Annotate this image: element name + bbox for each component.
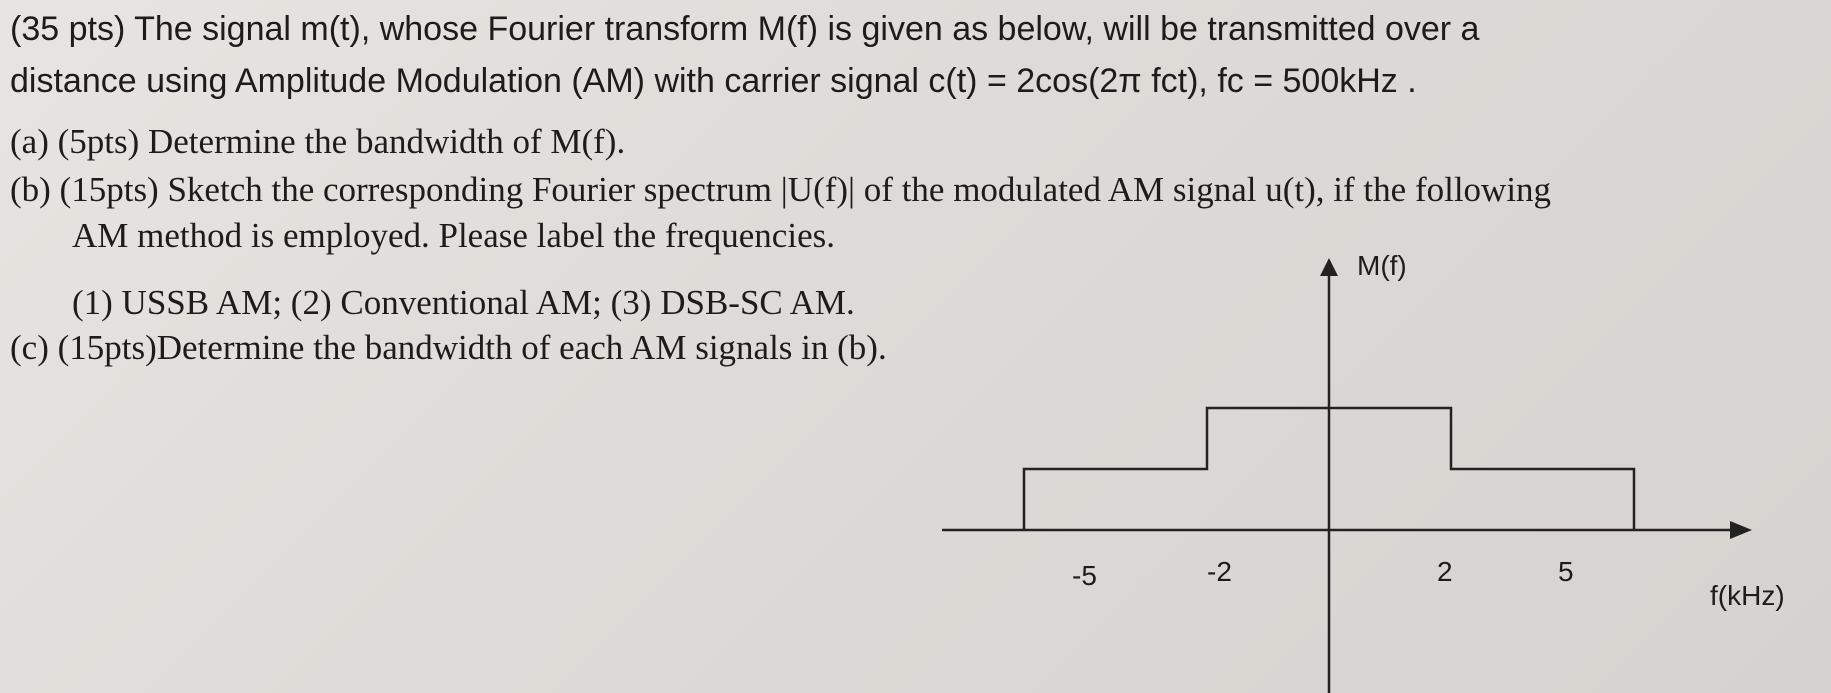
x-axis-arrow: [1730, 521, 1752, 539]
part-b-methods: (1) USSB AM; (2) Conventional AM; (3) DSB-SC AM.: [72, 283, 855, 322]
part-a: (a) (5pts) Determine the bandwidth of M(f).: [10, 122, 626, 161]
x-tick-label: 5: [1558, 556, 1574, 587]
x-tick-label: -5: [1072, 560, 1097, 591]
x-tick-label: 2: [1437, 556, 1453, 587]
part-c: (c) (15pts)Determine the bandwidth of each AM signals in (b).: [10, 328, 887, 367]
y-axis-arrow: [1320, 258, 1338, 276]
part-b-line-2: AM method is employed. Please label the frequencies.: [72, 216, 835, 255]
x-tick-label: -2: [1207, 556, 1232, 587]
x-axis-label: f(kHz): [1710, 580, 1785, 611]
intro-line-1: (35 pts) The signal m(t), whose Fourier transform M(f) is given as below, will be transmitted over a: [10, 10, 1480, 48]
y-axis-label: M(f): [1357, 250, 1407, 281]
intro-line-2: distance using Amplitude Modulation (AM) with carrier signal c(t) = 2cos(2π fct), fc = 500kHz .: [10, 62, 1417, 100]
part-b-line-1: (b) (15pts) Sketch the corresponding Fourier spectrum |U(f)| of the modulated AM signal u(t), if the following: [10, 170, 1552, 209]
